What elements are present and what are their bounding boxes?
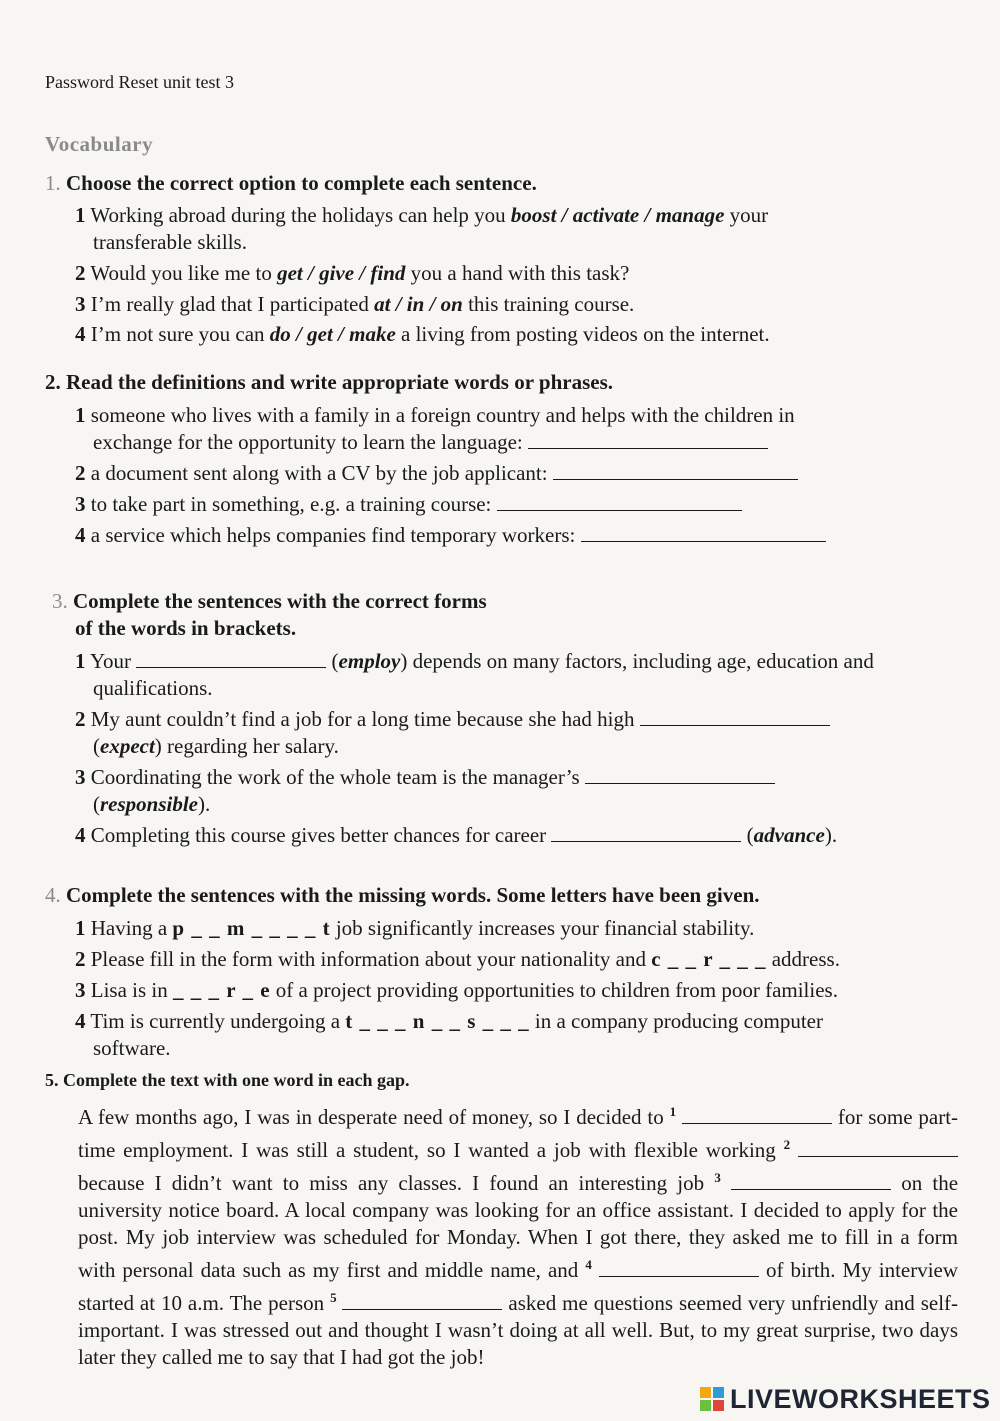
- item-number: 4: [75, 523, 86, 547]
- text-segment: on the university notice board. A local company was looking for an office assistant. I decided to apply for the post. My job interview was scheduled for Monday. When I got there, they asked me to fill in a form with personal data such as my first and middle name, and: [78, 1171, 959, 1282]
- item-text: your: [729, 203, 769, 227]
- item-text: to take part in something, e.g. a training course:: [90, 492, 492, 516]
- item-text: job significantly increases your financial stability.: [335, 916, 755, 940]
- logo-square: [713, 1387, 724, 1398]
- ex2-item-1: [75, 402, 795, 429]
- text-gap-2[interactable]: [798, 1138, 958, 1157]
- item-text: Coordinating the work of the whole team is the manager’s: [90, 765, 580, 789]
- ex3-item-2: [75, 706, 830, 733]
- bracket-word: expect: [100, 734, 155, 758]
- text-segment: because I didn’t want to miss any classes. I found an interesting job: [78, 1171, 705, 1195]
- item-number: 4: [75, 823, 86, 847]
- gap-number: 4: [585, 1257, 592, 1272]
- item-text: address.: [771, 947, 840, 971]
- exercise-1-title: [45, 170, 537, 197]
- exercise-5-title: 5. Complete the text with one word in each gap.: [45, 1070, 410, 1090]
- item-number: 4: [75, 322, 86, 346]
- answer-blank[interactable]: [528, 430, 768, 449]
- exercise-1-number: 1.: [45, 171, 61, 195]
- gap-number: 2: [783, 1137, 791, 1152]
- ex3-item-2-cont: (expect) regarding her salary.: [93, 734, 339, 758]
- item-number: 1: [75, 203, 86, 227]
- item-text: exchange for the opportunity to learn the language:: [93, 430, 523, 454]
- item-number: 2: [75, 261, 86, 285]
- item-number: 1: [75, 649, 86, 673]
- item-text: Completing this course gives better chances for career: [90, 823, 547, 847]
- item-text: this training course.: [468, 292, 635, 316]
- item-number: 2: [75, 707, 86, 731]
- option-choice[interactable]: at / in / on: [374, 292, 463, 316]
- ex2-item-3: [75, 491, 742, 518]
- text-gap-1[interactable]: [682, 1105, 832, 1124]
- ex4-item-4-cont: software.: [93, 1036, 171, 1060]
- item-text: Your: [89, 649, 132, 673]
- item-number: 3: [75, 978, 86, 1002]
- ex2-item-4: [75, 522, 826, 549]
- answer-blank[interactable]: [551, 823, 741, 842]
- text-segment: of birth. My interview started at 10 a.m. The person: [78, 1258, 959, 1315]
- item-text: a service which helps companies find temporary workers:: [90, 523, 576, 547]
- item-number: 3: [75, 765, 86, 789]
- item-text: I’m not sure you can: [90, 322, 265, 346]
- item-number: 2: [75, 947, 86, 971]
- gap-number: 3: [714, 1170, 721, 1185]
- option-choice[interactable]: boost / activate / manage: [510, 203, 725, 227]
- exercise-4-instruction: Complete the sentences with the missing words. Some letters have been given.: [66, 883, 760, 907]
- ex1-item-4: [75, 321, 770, 348]
- item-text: I’m really glad that I participated: [90, 292, 369, 316]
- text-segment: for some part-time employment. I was still a student, so I wanted a job with flexible working: [78, 1105, 959, 1162]
- item-text: of a project providing opportunities to children from poor families.: [275, 978, 838, 1002]
- item-text: Having a: [90, 916, 168, 940]
- answer-blank[interactable]: [553, 461, 798, 480]
- item-text: Tim is currently undergoing a: [90, 1009, 341, 1033]
- ex1-item-2: [75, 260, 629, 287]
- item-number: 3: [75, 492, 86, 516]
- exercise-3-title-cont: of the words in brackets.: [75, 616, 297, 640]
- exercise-3-title: [52, 588, 487, 615]
- exercise-4-number: 4.: [45, 883, 61, 907]
- item-number: 4: [75, 1009, 86, 1033]
- exercise-3-number: 3.: [52, 589, 68, 613]
- logo-square: [700, 1387, 711, 1398]
- item-text: Please fill in the form with information about your nationality and: [90, 947, 646, 971]
- gap-number: 5: [330, 1290, 337, 1305]
- item-text: Working abroad during the holidays can help you: [90, 203, 506, 227]
- ex2-item-1-cont: [93, 429, 768, 456]
- text-gap-5[interactable]: [342, 1291, 502, 1310]
- option-choice[interactable]: get / give / find: [277, 261, 406, 285]
- ex3-item-4: 4 Completing this course gives better chances for career (advance).: [75, 823, 838, 847]
- exercise-2-title: 2. Read the definitions and write appropriate words or phrases.: [45, 370, 613, 394]
- answer-blank[interactable]: [585, 765, 775, 784]
- bracket-word: employ: [338, 649, 401, 673]
- ex2-item-2: [75, 460, 798, 487]
- ex3-item-1-cont: qualifications.: [93, 676, 213, 700]
- item-text: regarding her salary.: [167, 734, 339, 758]
- logo-text: LIVEWORKSHEETS: [730, 1383, 991, 1414]
- item-text: depends on many factors, including age, education and: [412, 649, 874, 673]
- gap-number: 1: [669, 1104, 677, 1119]
- logo-square: [700, 1400, 711, 1411]
- item-number: 3: [75, 292, 86, 316]
- answer-blank[interactable]: [136, 649, 326, 668]
- page-header: Password Reset unit test 3: [45, 72, 234, 92]
- bracket-word: responsible: [100, 792, 199, 816]
- item-text: Would you like me to: [90, 261, 272, 285]
- exercise-5-text: [78, 1098, 958, 1371]
- item-text: you a hand with this task?: [410, 261, 630, 285]
- ex1-item-1-cont: transferable skills.: [93, 230, 247, 254]
- answer-blank[interactable]: [497, 492, 742, 511]
- item-text: a living from posting videos on the internet.: [401, 322, 770, 346]
- item-number: 1: [75, 916, 86, 940]
- logo-square: [713, 1400, 724, 1411]
- exercise-3-instruction: Complete the sentences with the correct forms: [73, 589, 487, 613]
- ex4-item-2: [75, 946, 840, 973]
- text-gap-3[interactable]: [731, 1171, 891, 1190]
- ex3-item-3-cont: (responsible).: [93, 792, 211, 816]
- text-gap-4[interactable]: [599, 1258, 759, 1277]
- liveworksheets-logo: [700, 1383, 991, 1415]
- item-text: Lisa is in: [90, 978, 168, 1002]
- item-text: in a company producing computer: [534, 1009, 823, 1033]
- exercise-1-instruction: Choose the correct option to complete each sentence.: [66, 171, 537, 195]
- letter-gap[interactable]: t _ _ _ n _ _ s _ _ _: [345, 1009, 530, 1033]
- text-segment: asked me questions seemed very unfriendly and self-important. I was stressed out and thought I wasn’t doing at all well. But, to my great surprise, two days later they called me to say that I had got the job!: [78, 1291, 959, 1369]
- item-text: .: [831, 823, 838, 847]
- item-text: a document sent along with a CV by the job applicant:: [90, 461, 548, 485]
- item-number: 1: [75, 403, 86, 427]
- item-text: .: [205, 792, 211, 816]
- letter-gap[interactable]: c _ _ r _ _ _: [651, 947, 767, 971]
- ex1-item-3: [75, 291, 634, 318]
- ex4-item-4: [75, 1008, 823, 1035]
- section-label-vocabulary: Vocabulary: [45, 132, 154, 156]
- item-text: someone who lives with a family in a foreign country and helps with the children in: [90, 403, 795, 427]
- answer-blank[interactable]: [640, 707, 830, 726]
- logo-mark-icon: [700, 1387, 724, 1411]
- ex4-item-1: [75, 915, 754, 942]
- ex1-item-1: [75, 202, 768, 229]
- item-number: 2: [75, 461, 86, 485]
- item-text: My aunt couldn’t find a job for a long time because she had high: [90, 707, 635, 731]
- letter-gap[interactable]: _ _ _ r _ e: [173, 978, 271, 1002]
- text-segment: A few months ago, I was in desperate need of money, so I decided to: [78, 1105, 664, 1129]
- ex3-item-1: 1 Your (employ) depends on many factors, including age, education and: [75, 649, 874, 673]
- answer-blank[interactable]: [581, 523, 826, 542]
- bracket-word: advance: [753, 823, 825, 847]
- ex3-item-3: [75, 764, 775, 791]
- option-choice[interactable]: do / get / make: [269, 322, 396, 346]
- exercise-4-title: [45, 882, 760, 909]
- ex4-item-3: [75, 977, 838, 1004]
- letter-gap[interactable]: p _ _ m _ _ _ _ t: [172, 916, 331, 940]
